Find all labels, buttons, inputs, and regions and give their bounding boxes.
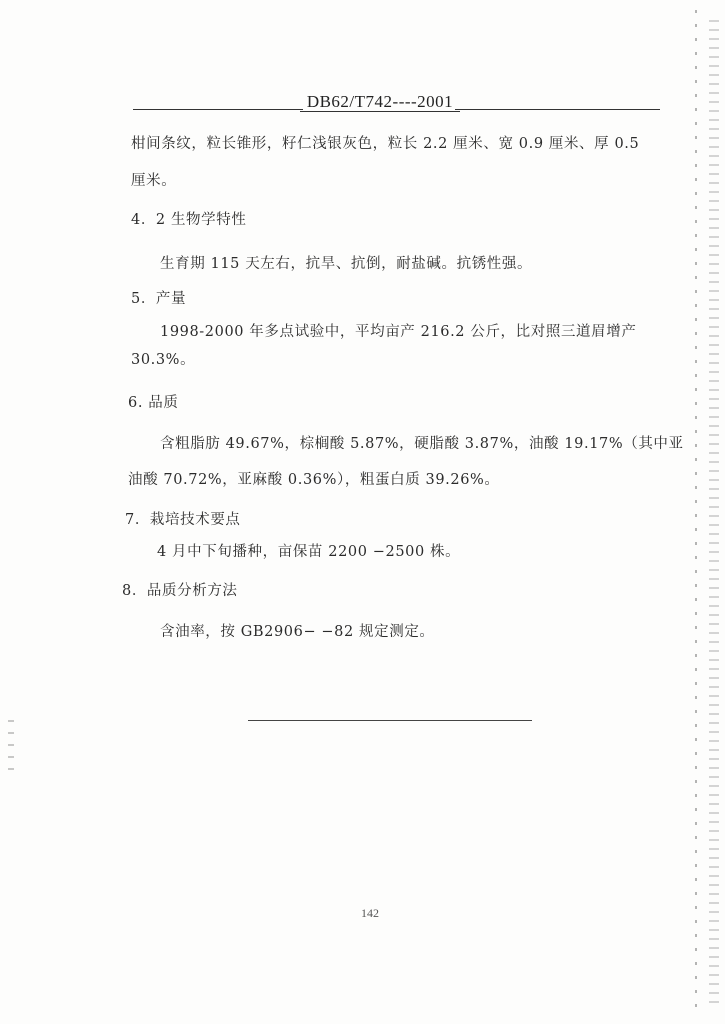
section-heading: 4．2 生物学特性 xyxy=(131,212,247,228)
body-line: 1998-2000 年多点试验中，平均亩产 216.2 公斤，比对照三道眉增产 xyxy=(160,324,637,340)
end-of-standard-rule xyxy=(248,720,532,721)
body-line: 厘米。 xyxy=(131,173,177,189)
standard-code: DB62/T742----2001 xyxy=(300,93,460,112)
body-line: 生育期 115 天左右，抗旱、抗倒，耐盐碱。抗锈性强。 xyxy=(160,256,533,272)
body-line: 油酸 70.72%，亚麻酸 0.36%），粗蛋白质 39.26%。 xyxy=(128,472,500,488)
body-line: 30.3%。 xyxy=(131,352,196,368)
scan-edge-artifact-2 xyxy=(695,10,697,1010)
section-heading: 7．栽培技术要点 xyxy=(125,512,241,528)
section-heading: 8．品质分析方法 xyxy=(122,583,238,599)
body-line: 含油率，按 GB2906− −82 规定测定。 xyxy=(160,624,435,640)
header-rule-right xyxy=(455,109,660,110)
section-heading: 6. 品质 xyxy=(128,395,179,411)
header-rule-left xyxy=(133,109,303,110)
body-line: 4 月中下旬播种，亩保苗 2200 −2500 株。 xyxy=(157,544,461,560)
section-heading: 5．产量 xyxy=(131,291,187,307)
page-number: 142 xyxy=(361,906,379,920)
body-line: 含粗脂肪 49.67%，棕榈酸 5.87%，硬脂酸 3.87%，油酸 19.17%（其中亚 xyxy=(160,436,684,452)
scan-edge-artifact xyxy=(709,20,719,1010)
body-line: 柑间条纹，粒长锥形，籽仁浅银灰色，粒长 2.2 厘米、宽 0.9 厘米、厚 0.5 xyxy=(131,136,640,152)
scan-left-artifact xyxy=(8,720,14,780)
